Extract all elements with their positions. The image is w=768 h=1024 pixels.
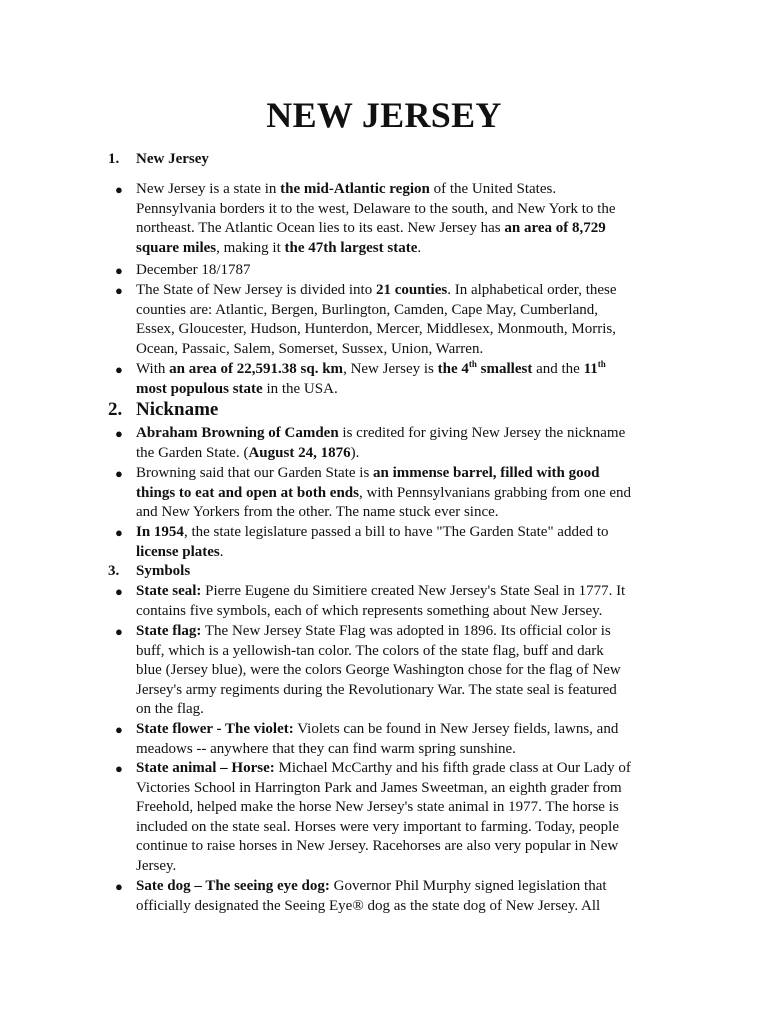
bullet-icon: ●	[115, 525, 123, 540]
paragraph: Abraham Browning of Camden is credited for giving New Jersey the nickname the Garden State. (August 24, 1876).	[136, 425, 626, 461]
paragraph: With an area of 22,591.38 sq. km, New Jersey is the 4th smallest and the 11th most populous state in the USA.	[136, 359, 606, 397]
section-title: New Jersey	[136, 151, 209, 167]
paragraph: December 18/1787	[136, 262, 251, 278]
paragraph: Browning said that our Garden State is an immense barrel, filled with good things to eat and open at both ends, with Pennsylvanians grabbing from one end and New Yorkers from the other. The name stuck ever since.	[136, 465, 632, 521]
bullet-icon: ●	[115, 761, 123, 776]
bullet-icon: ●	[115, 263, 123, 278]
bullet-icon: ●	[115, 879, 123, 894]
bullet-icon: ●	[115, 466, 123, 481]
paragraph: New Jersey is a state in the mid-Atlantic region of the United States. Pennsylvania borders it to the west, Delaware to the south, and New York to the northeast. The Atlantic Ocean lies to its east. New Jersey has an area of 8,729 square miles, making it the 47th largest state.	[136, 181, 616, 256]
bullet-icon: ●	[115, 426, 123, 441]
bullet-icon: ●	[115, 624, 123, 639]
paragraph: In 1954, the state legislature passed a bill to have "The Garden State" added to license plates.	[136, 524, 609, 560]
paragraph: State flag: The New Jersey State Flag was adopted in 1896. Its official color is buff, which is a yellowish-tan color. The colors of the state flag, buff and dark blue (Jersey blue), were the colors George Washington chose for the flag of New Jersey's army regiments during the Revolutionary War. The state seal is featured on the flag.	[136, 623, 621, 718]
paragraph: State animal – Horse: Michael McCarthy and his fifth grade class at Our Lady of Victories School in Harrington Park and James Sweetman, an eighth grader from Freehold, helped make the horse New Jersey's state animal in 1977. The horse is included on the state seal. Horses were very important to farming. Today, people continue to raise horses in New Jersey. Racehorses are also very popular in New Jersey.	[136, 760, 631, 874]
section-heading-2	[108, 399, 218, 421]
section-number: 1.	[108, 151, 120, 167]
paragraph: The State of New Jersey is divided into 21 counties. In alphabetical order, these counties are: Atlantic, Bergen, Burlington, Camden, Cape May, Cumberland, Essex, Gloucester, Hudson, Hunterdon, Mercer, Middlesex, Monmouth, Morris, Ocean, Passaic, Salem, Somerset, Sussex, Union, Warren.	[136, 282, 617, 357]
section-heading-1	[108, 149, 209, 169]
section-heading-3	[108, 561, 190, 581]
section-title: Nickname	[136, 399, 219, 420]
bullet-icon: ●	[115, 722, 123, 737]
bullet-icon: ●	[115, 584, 123, 599]
bullet-icon: ●	[115, 362, 123, 377]
section-number: 3.	[108, 563, 120, 579]
bullet-icon: ●	[115, 182, 123, 197]
bullet-icon: ●	[115, 283, 123, 298]
section-title: Symbols	[136, 563, 191, 579]
section-number: 2.	[108, 399, 123, 420]
paragraph: State flower - The violet: Violets can be found in New Jersey fields, lawns, and meadows -- anywhere that they can find warm spring sunshine.	[136, 721, 619, 757]
paragraph: Sate dog – The seeing eye dog: Governor Phil Murphy signed legislation that officially designated the Seeing Eye® dog as the state dog of New Jersey. All	[136, 878, 607, 914]
paragraph: State seal: Pierre Eugene du Simitiere created New Jersey's State Seal in 1777. It contains five symbols, each of which represents something about New Jersey.	[136, 583, 626, 619]
document-title: NEW JERSEY	[266, 95, 502, 135]
